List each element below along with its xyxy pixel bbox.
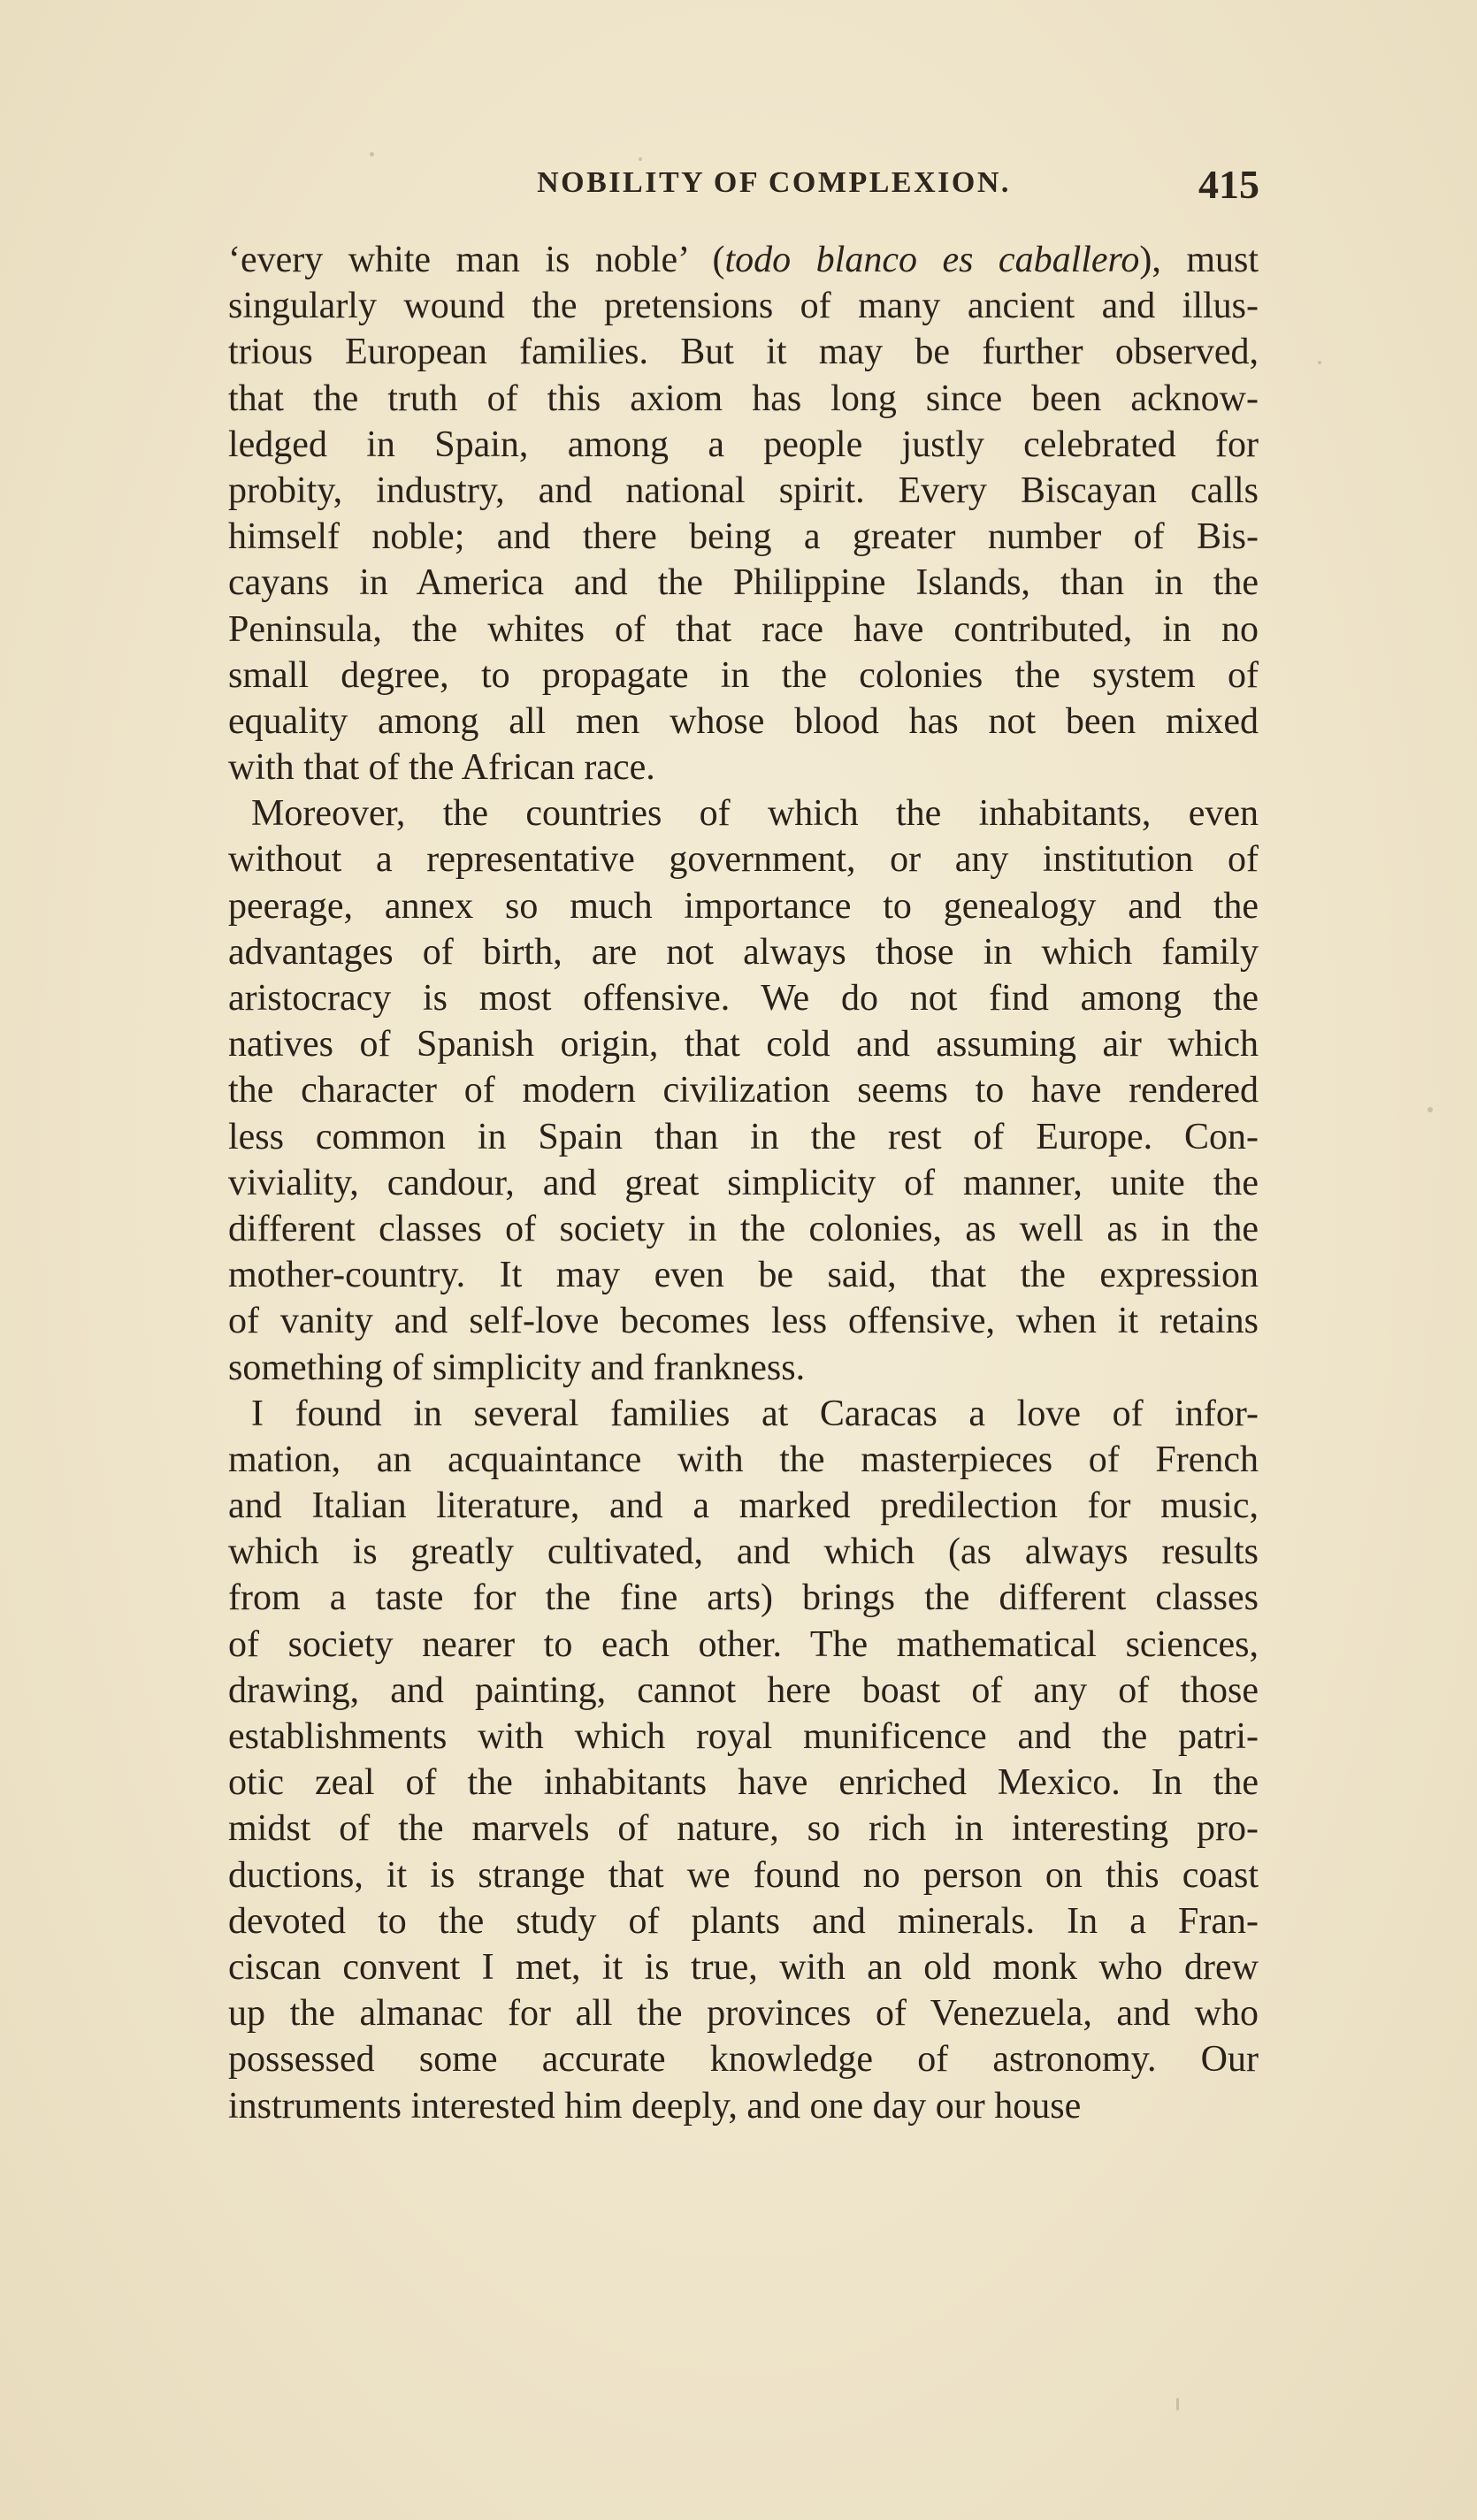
text-run: without a representative government, or any institution of [228,839,1259,881]
text-run: less common in Spain than in the rest of Europe. Con- [228,1116,1259,1157]
text-line [228,1944,1259,1990]
text-line [228,1391,1259,1437]
text-line [228,1760,1259,1806]
text-run: of vanity and self-love becomes less offensive, when it retains [228,1301,1259,1342]
text-line [228,422,1259,468]
text-run: himself noble; and there being a greater number of Bis- [228,516,1259,558]
text-line [228,1114,1259,1160]
text-run: mother-country. It may even be said, that the expression [228,1255,1259,1296]
text-line [228,1668,1259,1714]
text-line [228,1806,1259,1852]
text-run: ductions, it is strange that we found no person on this coast [228,1854,1259,1896]
text-line [228,653,1259,699]
text-run: different classes of society in the colonies, as well as in the [228,1208,1259,1249]
text-run: trious European families. But it may be further observed, [228,332,1259,373]
text-run: from a taste for the fine arts) brings the different classes [228,1577,1259,1619]
page-number: 415 [1198,162,1259,207]
paper-speck [1318,361,1321,364]
page-header [0,162,1477,210]
text-run: the character of modern civilization seems to have rendered [228,1070,1259,1111]
text-line [228,468,1259,514]
paragraph [228,1391,1259,2129]
text-run: Moreover, the countries of which the inhabitants, even [251,793,1259,835]
text-run: ciscan convent I met, it is true, with an old monk who drew [228,1946,1259,1988]
text-run: advantages of birth, are not always those in which family [228,931,1259,973]
text-run: peerage, annex so much importance to genealogy and the [228,885,1259,927]
text-line [228,1852,1259,1898]
body-text [228,237,1259,2129]
paper-speck [639,157,642,161]
text-run: establishments with which royal munificence and the patri- [228,1716,1259,1757]
text-run: drawing, and painting, cannot here boast of any of those [228,1669,1259,1711]
text-line [228,1252,1259,1298]
text-run: probity, industry, and national spirit. Every Biscayan calls [228,470,1259,511]
text-run: that the truth of this axiom has long since been acknow- [228,378,1259,419]
text-run: with that of the African race. [228,747,655,789]
paragraph [228,790,1259,1390]
text-line [228,1345,1259,1391]
text-run: devoted to the study of plants and minerals. In a Fran- [228,1900,1259,1942]
paper-speck [1427,1107,1433,1112]
text-run: aristocracy is most offensive. We do not find among the [228,978,1259,1019]
text-line [228,790,1259,836]
text-run: ), must [1139,240,1259,280]
text-line [228,2036,1259,2082]
text-line [228,329,1259,375]
text-run: ‘every white man is noble’ ( [228,240,725,280]
text-run: otic zeal of the inhabitants have enriched Mexico. In the [228,1762,1259,1804]
text-line [228,376,1259,422]
text-run: ledged in Spain, among a people justly celebrated for [228,424,1259,465]
paragraph [228,237,1259,790]
text-run: something of simplicity and frankness. [228,1347,806,1388]
text-line [228,1160,1259,1206]
text-run: which is greatly cultivated, and which (as always results [228,1531,1259,1573]
text-run: singularly wound the pretensions of many ancient and illus- [228,286,1259,327]
text-line [228,1575,1259,1621]
text-line [228,1067,1259,1113]
text-line [228,975,1259,1021]
text-line [228,836,1259,882]
text-run: I found in several families at Caracas a love of infor- [251,1393,1259,1434]
text-line [228,237,1259,283]
text-line [228,514,1259,560]
text-line [228,745,1259,790]
text-line [228,1529,1259,1575]
running-title: NOBILITY OF COMPLEXION. [537,166,1011,199]
text-line [228,1298,1259,1344]
text-line [228,1021,1259,1067]
text-line [228,883,1259,929]
text-line [228,699,1259,745]
text-run: mation, an acquaintance with the masterpieces of French [228,1439,1259,1480]
text-line [228,1483,1259,1529]
text-run: and Italian literature, and a marked predilection for music, [228,1485,1259,1527]
text-line [228,1898,1259,1944]
text-run: instruments interested him deeply, and one day our house [228,2085,1082,2127]
text-run: Peninsula, the whites of that race have contributed, in no [228,608,1259,650]
paper-speck [370,152,374,157]
text-line [228,560,1259,606]
text-run: equality among all men whose blood has not been mixed [228,700,1259,742]
text-line [228,1990,1259,2036]
text-run: midst of the marvels of nature, so rich in interesting pro- [228,1808,1259,1850]
text-run: natives of Spanish origin, that cold and assuming air which [228,1024,1259,1065]
text-run: viviality, candour, and great simplicity of manner, unite the [228,1162,1259,1203]
text-line [228,929,1259,975]
text-run: small degree, to propagate in the colonies the system of [228,654,1259,696]
text-line [228,1622,1259,1668]
text-run: possessed some accurate knowledge of astronomy. Our [228,2039,1259,2081]
text-line [228,1206,1259,1252]
text-line [228,607,1259,653]
italic-text: todo blanco es caballero [724,240,1140,280]
text-run: of society nearer to each other. The mathematical sciences, [228,1623,1259,1665]
text-run: up the almanac for all the provinces of Venezuela, and who [228,1993,1259,2035]
text-line [228,1437,1259,1483]
text-run: cayans in America and the Philippine Islands, than in the [228,562,1259,604]
text-line [228,283,1259,329]
text-line [228,1714,1259,1760]
paper-speck [1176,2398,1179,2410]
text-line [228,2083,1259,2129]
